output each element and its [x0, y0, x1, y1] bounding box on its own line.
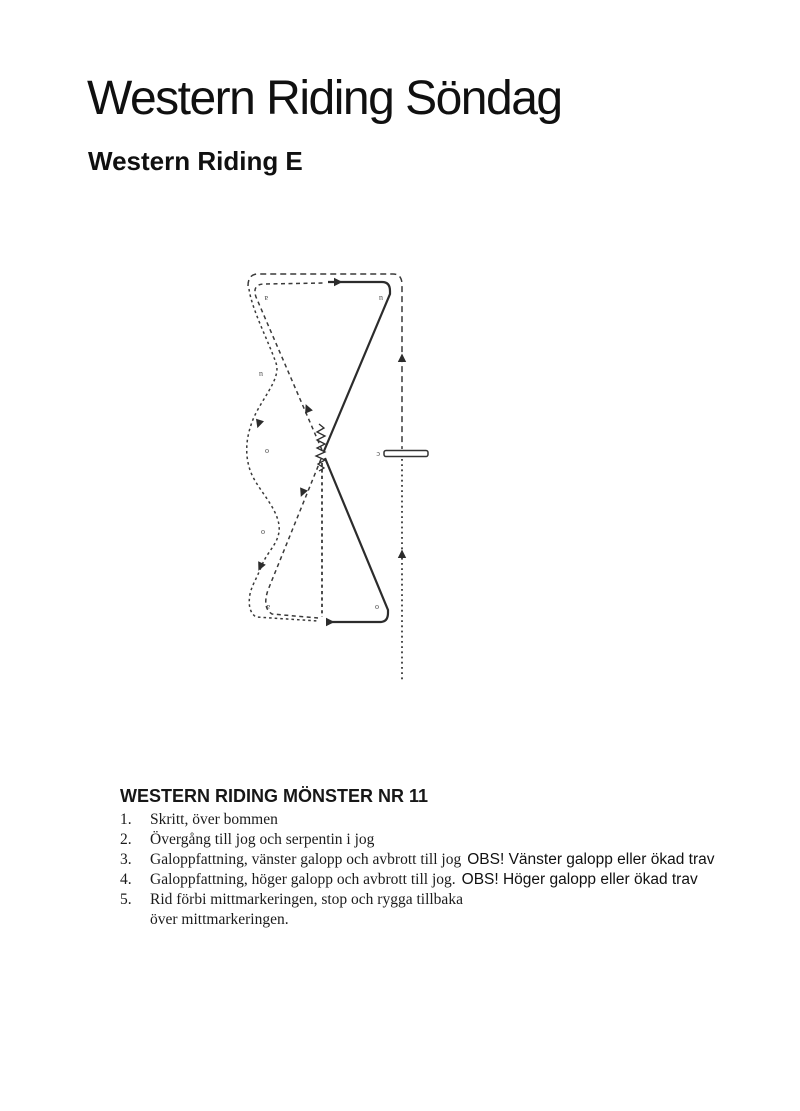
page-subtitle: Western Riding E — [88, 146, 303, 176]
item-number: 4. — [120, 871, 132, 888]
page-title: Western Riding Söndag — [87, 72, 562, 125]
marker-letter: a — [266, 603, 270, 612]
pole-bommen — [384, 451, 428, 457]
list-item — [120, 870, 792, 890]
item-number: 3. — [120, 851, 132, 868]
pattern-instructions — [120, 786, 792, 930]
outer-boundary-top-path — [248, 274, 402, 449]
item-text: Övergång till jog och serpentin i jog — [150, 831, 375, 848]
marker-letter-pole: c — [376, 450, 380, 459]
item-text-wrapped: över mittmarkeringen. — [150, 911, 289, 928]
list-item — [120, 810, 792, 830]
item-obs-note: OBS! Höger galopp eller ökad trav — [461, 871, 698, 888]
pattern-diagram-svg — [225, 258, 440, 688]
item-text: Galoppfattning, höger galopp och avbrott till jog. — [150, 871, 456, 888]
marker-letter: u — [259, 370, 263, 379]
arrow-serpentine-upper-icon — [253, 419, 264, 430]
lope-top-path — [324, 282, 390, 451]
lope-bottom-path — [325, 458, 388, 622]
list-item — [120, 850, 792, 870]
arrow-serpentine-lower-icon — [255, 561, 266, 572]
marker-letter: o — [375, 603, 379, 612]
item-text: Skritt, över bommen — [150, 811, 278, 828]
inner-loop-sw-path — [266, 459, 321, 618]
item-text: Rid förbi mittmarkeringen, stop och rygga tillbaka — [150, 891, 463, 908]
pattern-diagram — [225, 258, 440, 688]
marker-letter: a — [264, 294, 268, 303]
pattern-heading: WESTERN RIDING MÖNSTER NR 11 — [120, 786, 429, 806]
arrow-bottom-right-icon — [326, 618, 335, 626]
item-number: 5. — [120, 891, 132, 908]
item-text: Galoppfattning, vänster galopp och avbrott till jog — [150, 851, 462, 868]
arrow-entry-upper-icon — [398, 354, 406, 363]
list-item — [120, 830, 792, 850]
marker-letter: u — [379, 294, 383, 303]
item-obs-note: OBS! Vänster galopp eller ökad trav — [467, 851, 715, 868]
arrow-entry-lower-icon — [398, 550, 406, 559]
list-item — [120, 890, 792, 910]
item-number: 1. — [120, 811, 132, 828]
inner-loop-nw-path — [255, 283, 325, 450]
item-number: 2. — [120, 831, 132, 848]
arrow-top-right-icon — [334, 278, 343, 286]
marker-letter: o — [261, 528, 265, 537]
serpentine-path — [247, 289, 318, 621]
marker-letter: o — [265, 447, 269, 456]
